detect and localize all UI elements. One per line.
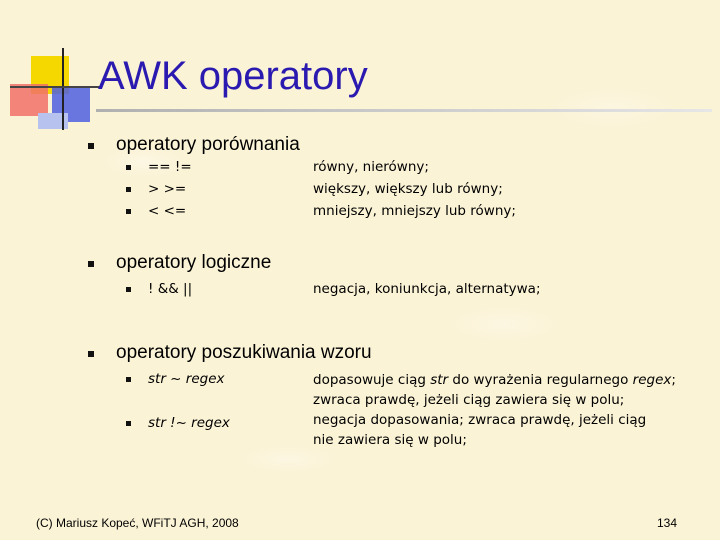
operator-description: negacja, koniunkcja, alternatywa; [313,281,541,297]
description-line: negacja dopasowania; zwraca prawdę, jeżeli ciąg [313,412,647,428]
logo-horizontal-line [10,86,100,88]
bullet-marker [126,377,131,382]
description-line: nie zawiera się w polu; [313,432,467,448]
operator-item: > >= [148,181,187,197]
title-underline [96,109,712,112]
slide-title: AWK operatory [98,54,368,98]
bullet-marker [88,351,94,357]
slide-logo-decoration [0,0,110,140]
section-heading-comparison: operatory porównania [116,134,300,155]
section-heading-pattern: operatory poszukiwania wzoru [116,342,372,363]
bullet-marker [126,209,131,214]
logo-vertical-line [62,48,64,130]
operator-item: ! && || [148,281,193,297]
page-number: 134 [657,516,678,530]
operator-item: < <= [148,203,187,219]
description-line: zwraca prawdę, jeżeli ciąg zawiera się w polu; [313,392,625,408]
operator-description-multiline [313,370,676,450]
bullet-marker [88,261,94,267]
operator-description: równy, nierówny; [313,159,429,175]
logo-red-square [10,84,48,116]
operator-description: mniejszy, mniejszy lub równy; [313,203,516,219]
section-heading-logical: operatory logiczne [116,252,272,273]
bullet-marker [126,187,131,192]
operator-description: większy, większy lub równy; [313,181,503,197]
description-line: dopasowuje ciąg str do wyrażenia regularnego regex; [313,372,676,388]
bullet-marker [126,421,131,426]
bullet-marker [126,287,131,292]
bullet-marker [126,165,131,170]
footer-copyright: (C) Mariusz Kopeć, WFiTJ AGH, 2008 [36,516,239,530]
operator-item: str !~ regex [148,415,230,431]
operator-item: str ~ regex [148,371,225,387]
bullet-marker [88,143,94,149]
operator-item: == != [148,159,192,175]
